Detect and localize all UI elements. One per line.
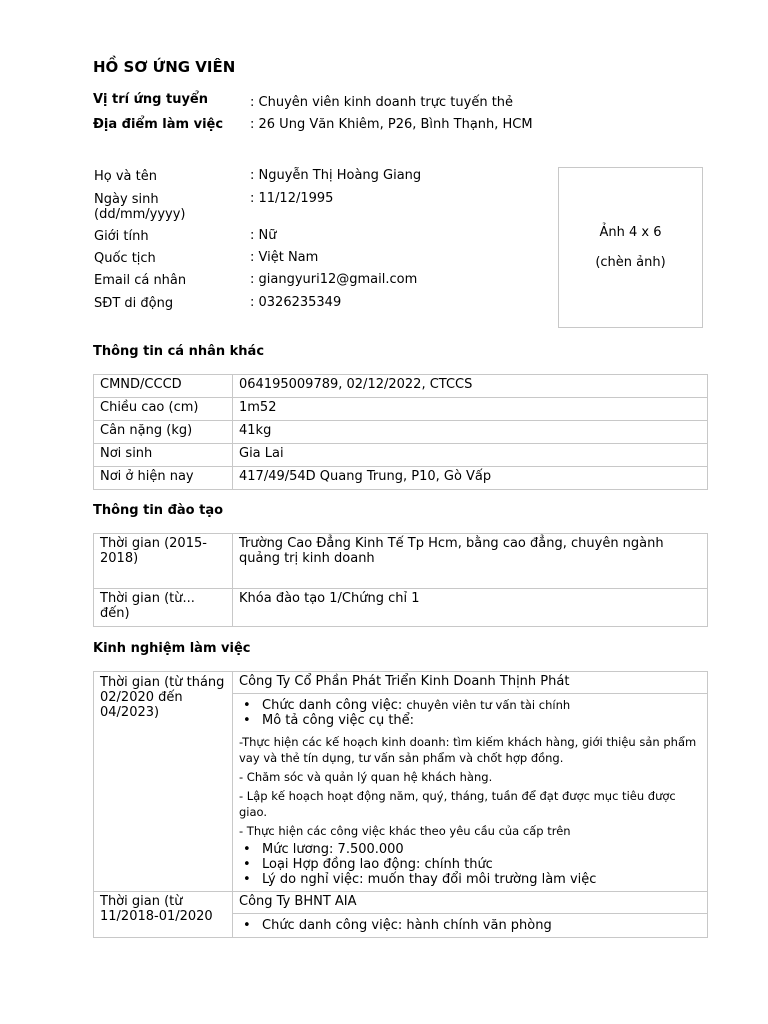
- table-row: [94, 534, 708, 589]
- position-label: Vị trí ứng tuyển: [93, 92, 209, 107]
- page-title: HỒ SƠ ỨNG VIÊN: [93, 58, 236, 76]
- table-cell-label: Cân nặng (kg): [94, 421, 233, 444]
- phone-value: : 0326235349: [250, 295, 342, 310]
- gender-value: : Nữ: [250, 228, 277, 243]
- job1-contract: • Loại Hợp đồng lao động: chính thức: [239, 857, 701, 872]
- job1-title-prefix: Chức danh công việc:: [262, 698, 407, 713]
- job1-period: Thời gian (từ tháng 02/2020 đến 04/2023): [94, 672, 233, 892]
- job1-duty: - Lập kế hoạch hoạt động năm, quý, tháng, tuần để đạt được mục tiêu được giao.: [239, 789, 676, 819]
- table-row: [94, 444, 708, 467]
- nationality-value: : Việt Nam: [250, 250, 319, 265]
- table-cell-value: 1m52: [233, 398, 708, 421]
- job1-duty: -Thực hiện các kế hoạch kinh doanh: tìm kiếm khách hàng, giới thiệu sản phẩm vay và thẻ tín dụng, tư vấn sản phẩm và chốt hợp đồng.: [239, 735, 697, 765]
- table-row: [94, 375, 708, 398]
- job2-details: [233, 914, 708, 938]
- table-cell-value: Trường Cao Đẳng Kinh Tế Tp Hcm, bằng cao đẳng, chuyên ngành quảng trị kinh doanh: [233, 534, 708, 589]
- job1-title-item: [239, 698, 701, 713]
- job2-period: Thời gian (từ 11/2018-01/2020: [94, 892, 233, 938]
- other-info-heading: Thông tin cá nhân khác: [93, 344, 265, 359]
- position-value: : Chuyên viên kinh doanh trực tuyến thẻ: [250, 95, 514, 110]
- nationality-label: Quốc tịch: [94, 251, 156, 266]
- table-cell-label: CMND/CCCD: [94, 375, 233, 398]
- table-cell-label: Chiều cao (cm): [94, 398, 233, 421]
- photo-placeholder: [558, 167, 703, 328]
- experience-table: [93, 671, 708, 938]
- table-row: [94, 892, 708, 914]
- job1-title-value: chuyên viên tư vấn tài chính: [406, 698, 571, 712]
- job1-company: Công Ty Cổ Phần Phát Triển Kinh Doanh Thịnh Phát: [233, 672, 708, 694]
- photo-size-label: Ảnh 4 x 6: [599, 225, 662, 240]
- table-cell-value: 41kg: [233, 421, 708, 444]
- job1-reason: • Lý do nghỉ việc: muốn thay đổi môi trường làm việc: [239, 872, 701, 887]
- education-table: [93, 533, 708, 627]
- gender-label: Giới tính: [94, 229, 149, 244]
- table-cell-label: Nơi ở hiện nay: [94, 467, 233, 490]
- dob-label: Ngày sinh (dd/mm/yyyy): [94, 192, 186, 222]
- location-value: : 26 Ung Văn Khiêm, P26, Bình Thạnh, HCM: [250, 117, 533, 132]
- location-label: Địa điểm làm việc: [93, 117, 224, 132]
- job1-details: [233, 694, 708, 892]
- experience-heading: Kinh nghiệm làm việc: [93, 641, 251, 656]
- education-heading: Thông tin đào tạo: [93, 503, 224, 518]
- email-value: : giangyuri12@gmail.com: [250, 272, 418, 287]
- table-row: [94, 421, 708, 444]
- job1-desc-label: • Mô tả công việc cụ thể:: [239, 713, 701, 728]
- table-row: [94, 589, 708, 627]
- table-cell-value: 417/49/54D Quang Trung, P10, Gò Vấp: [233, 467, 708, 490]
- phone-label: SĐT di động: [94, 296, 174, 311]
- job1-duty: - Thực hiện các công việc khác theo yêu cầu của cấp trên: [239, 824, 571, 838]
- email-label: Email cá nhân: [94, 273, 187, 288]
- job2-title: • Chức danh công việc: hành chính văn phòng: [239, 918, 701, 933]
- table-cell-value: Khóa đào tạo 1/Chứng chỉ 1: [233, 589, 708, 627]
- table-row: [94, 672, 708, 694]
- table-cell-label: Thời gian (2015-2018): [94, 534, 233, 589]
- table-cell-value: 064195009789, 02/12/2022, CTCCS: [233, 375, 708, 398]
- table-row: [94, 467, 708, 490]
- job1-duty: - Chăm sóc và quản lý quan hệ khách hàng.: [239, 770, 493, 784]
- name-label: Họ và tên: [94, 169, 157, 184]
- table-cell-label: Nơi sinh: [94, 444, 233, 467]
- job2-company: Công Ty BHNT AIA: [233, 892, 708, 914]
- name-value: : Nguyễn Thị Hoàng Giang: [250, 168, 422, 183]
- table-cell-value: Gia Lai: [233, 444, 708, 467]
- table-cell-label: Thời gian (từ... đến): [94, 589, 233, 627]
- table-row: [94, 398, 708, 421]
- dob-value: : 11/12/1995: [250, 191, 334, 206]
- other-info-table: [93, 374, 708, 490]
- photo-insert-label: (chèn ảnh): [595, 255, 666, 270]
- job1-salary: • Mức lương: 7.500.000: [239, 842, 701, 857]
